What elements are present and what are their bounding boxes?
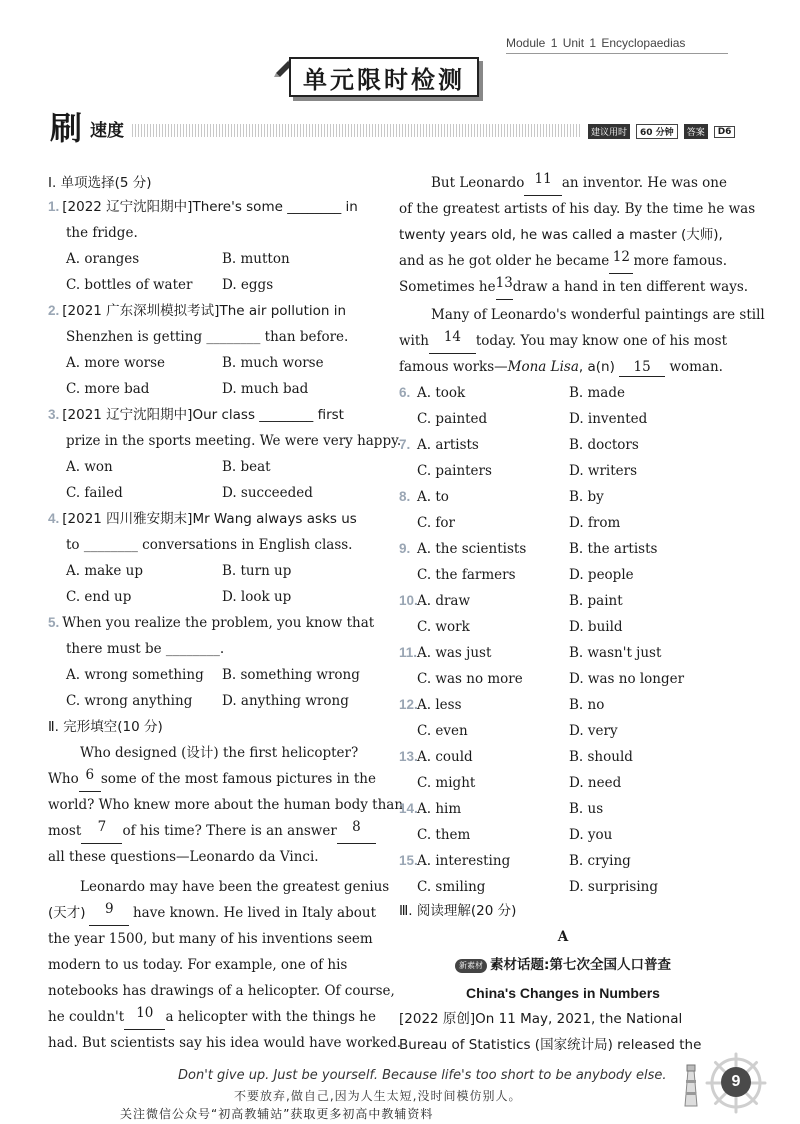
q5-option-c: C. wrong anything [66,693,193,709]
option-c: C. work [417,619,470,635]
p1-l4b: of his time? There is an answer [122,823,337,839]
option-a: A. the scientists [417,541,527,557]
option-c: C. the farmers [417,567,516,583]
blank-11[interactable]: 11 [524,170,561,196]
p4-l3a: famous works— [399,359,508,375]
topic-line [399,952,727,978]
p3-l1a: But Leonardo [431,175,525,191]
option-number: 14. [399,801,418,816]
option-row-10-cd [399,614,727,640]
p2-line6 [48,1004,376,1030]
option-b: B. no [569,697,605,713]
option-b: B. made [569,385,625,401]
option-d: D. very [569,723,618,739]
option-d: D. from [569,515,621,531]
p1-l4a: most [48,823,82,839]
module-unit-header: Module 1 Unit 1 Encyclopaedias [506,36,728,54]
option-a: A. artists [417,437,479,453]
option-b: B. wasn't just [569,645,662,661]
option-row-8-cd [399,510,727,536]
q4-option-d: D. look up [222,589,292,605]
p3-line3: twenty years old, he was called a master (大师), [399,227,723,243]
option-c: C. might [417,775,476,791]
q2-options-ab [48,350,376,376]
p4-l3b: , a(n) [578,359,615,375]
option-row-7-cd [399,458,727,484]
p2-line4: modern to us today. For example, one of his [48,957,348,973]
q2-option-a: A. more worse [66,355,166,371]
option-d: D. you [569,827,613,843]
article-line1: [2022 原创]On 11 May, 2021, the National [399,1011,683,1027]
q1-line2: the fridge. [66,225,138,241]
blank-15[interactable]: 15 [619,358,665,377]
option-b: B. crying [569,853,631,869]
q3-line1 [48,402,376,428]
p1-line3: world? Who knew more about the human body than [48,797,404,813]
p2-line2 [48,900,376,926]
option-d: D. people [569,567,634,583]
q5-options-cd [48,688,376,714]
q4-stem: [2021 四川雅安期末]Mr Wang always asks us [62,511,357,527]
footer-quote-en: Don't give up. Just be yourself. Because life's too short to be anybody else. [178,1068,667,1083]
blank-14[interactable]: 14 [429,328,476,354]
p4-l3c: woman. [669,359,723,375]
q1-number: 1. [48,199,60,214]
option-row-14-cd [399,822,727,848]
option-row-11-cd [399,666,727,692]
option-number: 13. [399,749,418,764]
option-d: D. writers [569,463,638,479]
footer-wechat-note: 关注微信公众号“初高教辅站”获取更多初高中教辅资料 [120,1107,434,1121]
q2-number: 2. [48,303,60,318]
option-a: A. was just [417,645,492,661]
option-b: B. us [569,801,604,817]
lighthouse-icon [680,1062,702,1108]
q3-line2: prize in the sports meeting. We were very happy. [66,433,402,449]
q2-stem: [2021 广东深圳模拟考试]The air pollution in [62,303,347,319]
p2-line1: Leonardo may have been the greatest genius [80,879,390,895]
q3-stem: [2021 辽宁沈阳期中]Our class ________ first [62,407,344,423]
p1-line2 [48,766,376,792]
p3-line5 [399,274,749,300]
option-d: D. was no longer [569,671,685,687]
option-a: A. could [417,749,473,765]
option-b: B. by [569,489,604,505]
answer-page: D6 [714,126,736,138]
section-1-title: Ⅰ. 单项选择(5 分) [48,175,152,191]
option-d: D. need [569,775,622,791]
option-c: C. was no more [417,671,523,687]
section-2-title: Ⅱ. 完形填空(10 分) [48,719,163,735]
q2-option-d: D. much bad [222,381,309,397]
option-row-9-ab [399,536,727,562]
option-row-15-cd [399,874,727,900]
option-row-10-ab [399,588,727,614]
option-number: 9. [399,541,411,556]
p4-line3 [399,354,727,380]
new-material-badge: 新素材 [455,959,487,973]
blank-13[interactable]: 13 [496,274,513,300]
q3-options-cd [48,480,376,506]
option-c: C. painters [417,463,492,479]
option-row-6-ab [399,380,727,406]
shua-label: 刷 [50,109,83,147]
q4-number: 4. [48,511,60,526]
article-line2: Bureau of Statistics (国家统计局) released the [399,1037,702,1053]
page-title: 单元限时检测 [289,57,479,97]
option-number: 8. [399,489,411,504]
option-b: B. the artists [569,541,658,557]
q1-line1 [48,194,376,220]
p3-line2: of the greatest artists of his day. By the time he was [399,201,756,217]
option-a: A. interesting [417,853,511,869]
q5-option-b: B. something wrong [222,667,360,683]
q4-options-cd [48,584,376,610]
q2-option-b: B. much worse [222,355,324,371]
q1-options-cd [48,272,376,298]
q5-option-a: A. wrong something [66,667,204,683]
q5-line1 [48,610,376,636]
page-number: 9 [721,1067,751,1097]
option-c: C. even [417,723,468,739]
p2-l2a: (天才) [48,905,86,921]
option-row-8-ab [399,484,727,510]
option-a: A. less [417,697,462,713]
suggested-time-value: 60 分钟 [636,124,678,139]
p3-line4 [399,248,727,274]
option-c: C. smiling [417,879,486,895]
option-number: 7. [399,437,411,452]
p4-l2b: today. You may know one of his most [475,333,727,349]
option-a: A. him [417,801,462,817]
p1-l2b: some of the most famous pictures in the [100,771,376,787]
p3-l4a: and as he got older he became [399,253,610,269]
p4-line2 [399,328,727,354]
q1-option-c: C. bottles of water [66,277,193,293]
q5-options-ab [48,662,376,688]
option-number: 6. [399,385,411,400]
option-d: D. build [569,619,623,635]
q1-option-a: A. oranges [66,251,140,267]
option-number: 11. [399,645,418,660]
p2-line7: had. But scientists say his idea would have worked. [48,1035,402,1051]
section-3-title: Ⅲ. 阅读理解(20 分) [399,903,517,919]
q2-options-cd [48,376,376,402]
topic-text: 素材话题:第七次全国人口普查 [490,957,671,973]
p3-l1b: an inventor. He was one [561,175,727,191]
q4-option-c: C. end up [66,589,132,605]
option-number: 12. [399,697,418,712]
p3-l4b: more famous. [633,253,727,269]
option-row-12-cd [399,718,727,744]
blank-12[interactable]: 12 [609,248,633,274]
option-c: C. for [417,515,456,531]
p2-line5: notebooks has drawings of a helicopter. Of course, [48,983,395,999]
option-row-14-ab [399,796,727,822]
option-row-12-ab [399,692,727,718]
p1-line4 [48,818,376,844]
option-number: 15. [399,853,418,868]
q5-option-d: D. anything wrong [222,693,349,709]
p1-line5: all these questions—Leonardo da Vinci. [48,849,319,865]
q5-line2: there must be ________. [66,641,225,657]
option-b: B. should [569,749,633,765]
option-c: C. them [417,827,471,843]
q4-line2: to ________ conversations in English class. [66,537,353,553]
option-row-9-cd [399,562,727,588]
q2-option-c: C. more bad [66,381,150,397]
option-a: A. to [417,489,449,505]
speed-label: 速度 [90,121,124,141]
p2-l6b: a helicopter with the things he [165,1009,376,1025]
suggested-time-label: 建议用时 [588,124,630,139]
q1-options-ab [48,246,376,272]
q4-option-a: A. make up [66,563,143,579]
option-row-13-ab [399,744,727,770]
q2-line1 [48,298,376,324]
option-row-15-ab [399,848,727,874]
q1-stem: [2022 辽宁沈阳期中]There's some ________ in [62,199,358,215]
q5-stem: When you realize the problem, you know that [62,615,375,631]
q2-line2: Shenzhen is getting ________ than before. [66,329,349,345]
q4-option-b: B. turn up [222,563,292,579]
blank-7[interactable]: 7 [81,818,122,844]
p1-line1: Who designed (设计) the first helicopter? [80,745,359,761]
option-b: B. paint [569,593,623,609]
option-row-6-cd [399,406,727,432]
q4-line1 [48,506,376,532]
p4-l2a: with [399,333,429,349]
option-b: B. doctors [569,437,639,453]
answer-label: 答案 [684,124,708,139]
q3-option-a: A. won [66,459,113,475]
p3-l5a: Sometimes he [399,279,496,295]
p2-l2b: have known. He lived in Italy about [132,905,376,921]
p2-l6a: he couldn't [48,1009,125,1025]
option-a: A. draw [417,593,471,609]
p2-line3: the year 1500, but many of his inventions seem [48,931,373,947]
option-row-7-ab [399,432,727,458]
option-c: C. painted [417,411,488,427]
blank-6[interactable]: 6 [79,766,101,792]
q1-option-b: B. mutton [222,251,290,267]
mona-lisa-title: Mona Lisa [507,359,579,375]
q3-option-d: D. succeeded [222,485,313,501]
passage-a-label: A [557,929,569,945]
time-answer-tags [588,124,735,139]
q1-option-d: D. eggs [222,277,274,293]
q5-number: 5. [48,615,60,630]
p3-l5b: draw a hand in ten different ways. [512,279,749,295]
q4-options-ab [48,558,376,584]
option-number: 10. [399,593,418,608]
option-d: D. surprising [569,879,658,895]
footer-quote-cn: 不要放弃,做自己,因为人生太短,没时间模仿别人。 [234,1089,522,1103]
p1-l2a: Who [48,771,79,787]
p3-line1 [399,170,727,196]
article-title: China's Changes in Numbers [466,985,660,1001]
option-a: A. took [417,385,466,401]
p4-line1: Many of Leonardo's wonderful paintings are still [431,307,765,323]
header-hatch-divider [132,124,582,137]
q3-option-c: C. failed [66,485,123,501]
option-row-11-ab [399,640,727,666]
q3-number: 3. [48,407,60,422]
q3-option-b: B. beat [222,459,271,475]
q3-options-ab [48,454,376,480]
blank-10[interactable]: 10 [124,1004,165,1030]
blank-9[interactable]: 9 [89,900,129,926]
option-row-13-cd [399,770,727,796]
option-d: D. invented [569,411,648,427]
blank-8[interactable]: 8 [337,818,376,844]
